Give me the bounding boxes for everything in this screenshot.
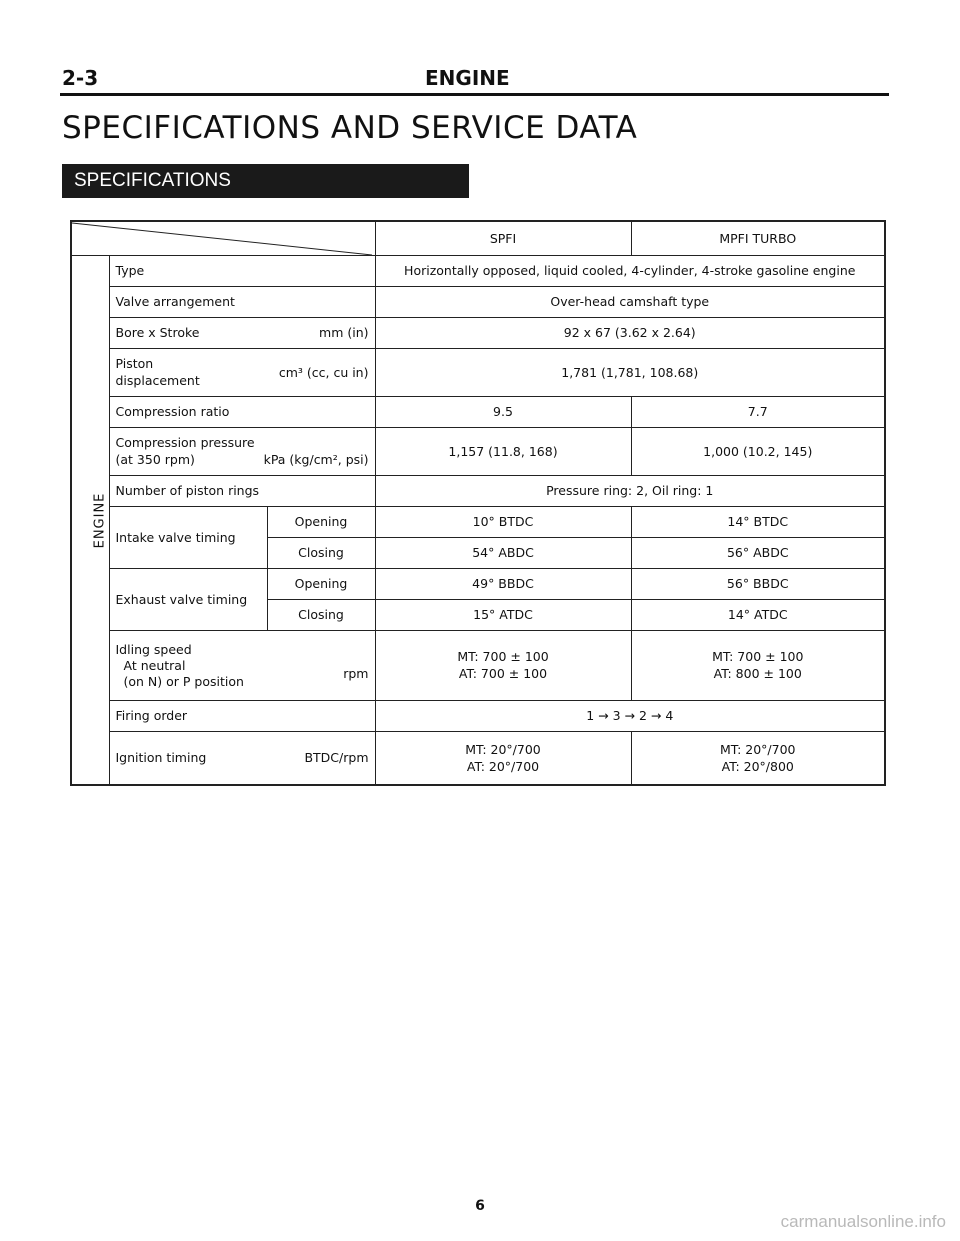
- table-row: [71, 427, 885, 475]
- value-piston-rings: Pressure ring: 2, Oil ring: 1: [375, 475, 885, 506]
- side-label-text: ENGINE: [92, 492, 108, 549]
- row-label-idling-speed: [109, 630, 375, 700]
- idling-condition-1: At neutral: [123, 657, 186, 673]
- section-banner: SPECIFICATIONS: [62, 164, 469, 198]
- idling-unit: rpm: [343, 666, 369, 681]
- table-row: [71, 700, 885, 731]
- header-spfi: SPFI: [375, 221, 631, 255]
- idling-mpfi-mt: MT: 700 ± 100: [712, 649, 804, 664]
- value-displacement: 1,781 (1,781, 108.68): [375, 348, 885, 396]
- ignition-spfi-mt: MT: 20°/700: [465, 741, 541, 757]
- row-label-displacement: [109, 348, 375, 396]
- section-number: 2-3: [62, 66, 99, 90]
- value-intake-closing-mpfi: 56° ABDC: [631, 537, 885, 568]
- table-row: [71, 568, 885, 599]
- exhaust-opening-label: Opening: [267, 568, 375, 599]
- page-number: 6: [475, 1198, 485, 1214]
- value-compression-ratio-mpfi: 7.7: [631, 396, 885, 427]
- table-row: [71, 317, 885, 348]
- table-row: [71, 731, 885, 785]
- value-intake-opening-mpfi: 14° BTDC: [631, 506, 885, 537]
- row-label-valve-arrangement: Valve arrangement: [109, 286, 375, 317]
- row-label-bore-stroke: [109, 317, 375, 348]
- idling-condition-2: (on N) or P position: [123, 673, 244, 689]
- table-row: [71, 348, 885, 396]
- row-label-intake-timing: Intake valve timing: [109, 506, 267, 568]
- page-title: SPECIFICATIONS AND SERVICE DATA: [62, 110, 638, 146]
- watermark-text: carmanualsonline.info: [780, 1212, 946, 1231]
- table-row: [71, 396, 885, 427]
- corner-diagonal: [72, 222, 376, 256]
- row-label-ignition-timing: [109, 731, 375, 785]
- value-bore-stroke: 92 x 67 (3.62 x 2.64): [375, 317, 885, 348]
- header-mpfi-turbo: MPFI TURBO: [631, 221, 885, 255]
- compression-pressure-unit: kPa (kg/cm², psi): [263, 452, 369, 467]
- value-intake-closing-spfi: 54° ABDC: [375, 537, 631, 568]
- row-label-exhaust-timing: Exhaust valve timing: [109, 568, 267, 630]
- intake-closing-label: Closing: [267, 537, 375, 568]
- side-label: [71, 255, 109, 785]
- compression-pressure-label-2: (at 350 rpm): [115, 452, 195, 467]
- displacement-label-1: Piston: [115, 356, 154, 371]
- header-rule: [60, 93, 889, 96]
- value-exhaust-closing-spfi: 15° ATDC: [375, 599, 631, 630]
- idling-spfi-mt: MT: 700 ± 100: [457, 649, 549, 664]
- value-compression-ratio-spfi: 9.5: [375, 396, 631, 427]
- value-ignition-spfi: [375, 731, 631, 785]
- table-row: [71, 286, 885, 317]
- ignition-timing-unit: BTDC/rpm: [304, 750, 369, 766]
- ignition-mpfi-at: AT: 20°/800: [721, 758, 794, 774]
- ignition-timing-label: Ignition timing: [115, 750, 207, 766]
- table-row: [71, 630, 885, 700]
- value-exhaust-opening-mpfi: 56° BBDC: [631, 568, 885, 599]
- row-label-type: Type: [109, 255, 375, 286]
- idling-speed-label: Idling speed: [115, 641, 192, 657]
- exhaust-closing-label: Closing: [267, 599, 375, 630]
- compression-pressure-label-1: Compression pressure: [115, 435, 255, 450]
- value-firing-order: 1 → 3 → 2 → 4: [375, 700, 885, 731]
- value-valve-arrangement: Over-head camshaft type: [375, 286, 885, 317]
- value-compression-pressure-mpfi: 1,000 (10.2, 145): [631, 427, 885, 475]
- value-idling-mpfi: [631, 630, 885, 700]
- table-row: [71, 255, 885, 286]
- idling-mpfi-at: AT: 800 ± 100: [713, 666, 802, 681]
- displacement-label-2: displacement: [115, 373, 200, 388]
- value-ignition-mpfi: [631, 731, 885, 785]
- specifications-table: [70, 220, 886, 786]
- ignition-spfi-at: AT: 20°/700: [466, 758, 540, 774]
- value-exhaust-opening-spfi: 49° BBDC: [375, 568, 631, 599]
- ignition-mpfi-mt: MT: 20°/700: [720, 741, 796, 757]
- value-idling-spfi: [375, 630, 631, 700]
- table-corner: [71, 221, 375, 255]
- intake-opening-label: Opening: [267, 506, 375, 537]
- displacement-unit: cm³ (cc, cu in): [278, 364, 369, 380]
- value-compression-pressure-spfi: 1,157 (11.8, 168): [375, 427, 631, 475]
- row-label-firing-order: Firing order: [109, 700, 375, 731]
- value-intake-opening-spfi: 10° BTDC: [375, 506, 631, 537]
- idling-spfi-at: AT: 700 ± 100: [458, 666, 548, 681]
- chapter-title: ENGINE: [425, 66, 510, 90]
- table-row: [71, 475, 885, 506]
- value-exhaust-closing-mpfi: 14° ATDC: [631, 599, 885, 630]
- table-header-row: [71, 221, 885, 255]
- value-type: Horizontally opposed, liquid cooled, 4-cylinder, 4-stroke gasoline engine: [375, 255, 885, 286]
- row-label-piston-rings: Number of piston rings: [109, 475, 375, 506]
- row-label-compression-ratio: Compression ratio: [109, 396, 375, 427]
- bore-stroke-label: Bore x Stroke: [115, 325, 200, 340]
- bore-stroke-unit: mm (in): [319, 325, 369, 340]
- row-label-compression-pressure: [109, 427, 375, 475]
- table-row: [71, 506, 885, 537]
